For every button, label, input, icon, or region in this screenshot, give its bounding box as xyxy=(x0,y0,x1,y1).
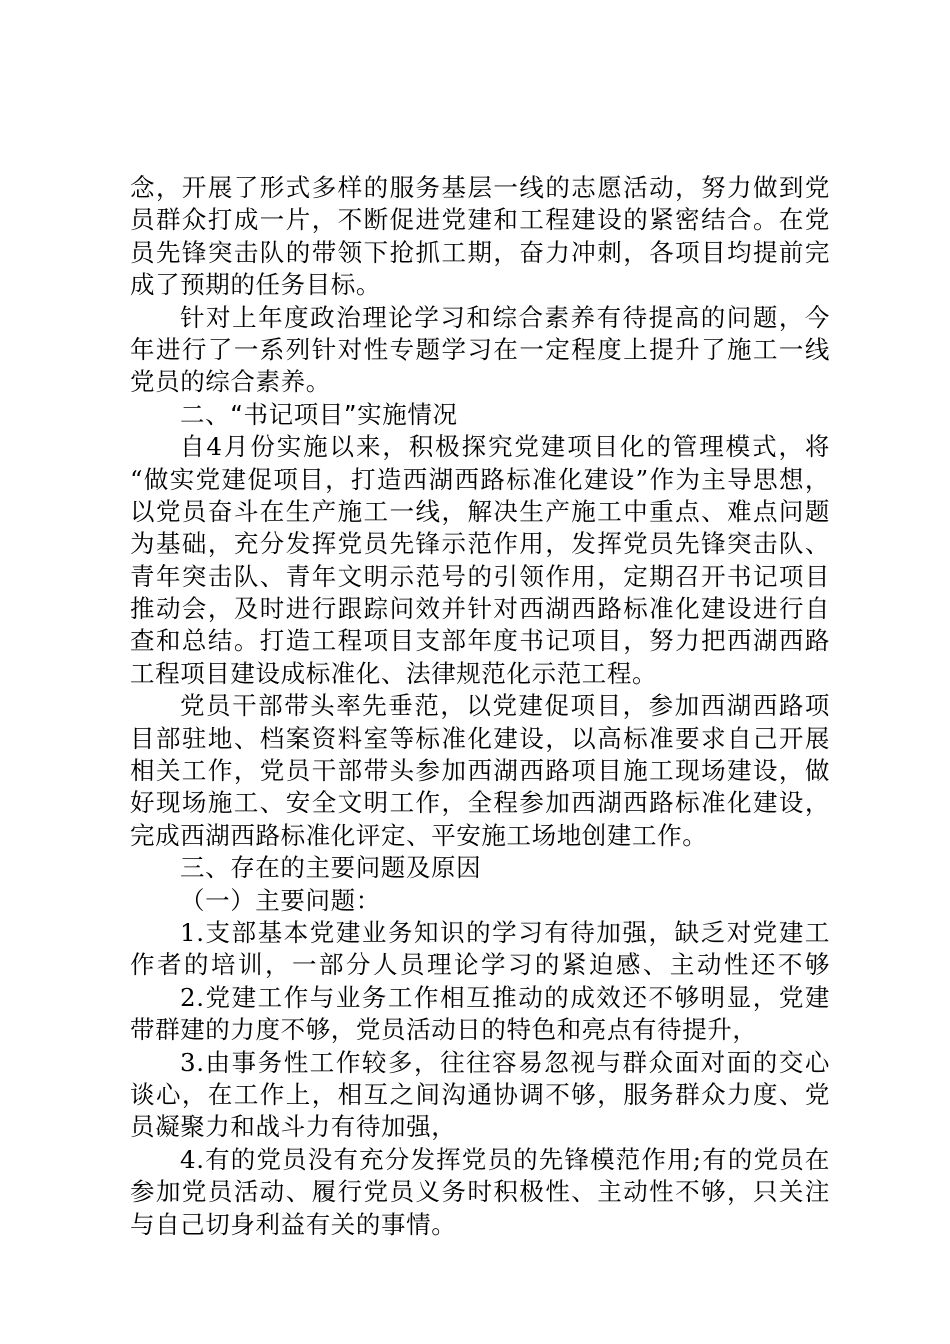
paragraph-start-line: 2.党建工作与业务工作相互推动的成效还不够明显，党建 xyxy=(180,982,830,1012)
text-line: 谈心，在工作上，相互之间沟通协调不够，服务群众力度、党 xyxy=(130,1079,830,1109)
text-line: 员群众打成一片，不断促进党建和工程建设的紧密结合。在党 xyxy=(130,205,830,235)
text-line: 完成西湖西路标准化评定、平安施工场地创建工作。 xyxy=(130,820,708,850)
paragraph-start-line: 3.由事务性工作较多，往往容易忽视与群众面对面的交心 xyxy=(180,1047,830,1077)
document-body xyxy=(130,172,830,1241)
section-heading: 二、“书记项目”实施情况 xyxy=(180,399,458,429)
paragraph-start-line: 4.有的党员没有充分发挥党员的先锋模范作用;有的党员在 xyxy=(180,1144,830,1174)
text-line: 查和总结。打造工程项目支部年度书记项目，努力把西湖西路 xyxy=(130,626,830,656)
paragraph-start-line: 党员干部带头率先垂范，以党建促项目，参加西湖西路项 xyxy=(180,691,830,721)
text-line: “做实党建促项目，打造西湖西路标准化建设”作为主导思想， xyxy=(130,464,830,494)
text-line: 与自己切身利益有关的事情。 xyxy=(130,1209,457,1239)
text-line: 青年突击队、青年文明示范号的引领作用，定期召开书记项目 xyxy=(130,561,830,591)
section-heading: 三、存在的主要问题及原因 xyxy=(180,853,482,883)
text-line: 以党员奋斗在生产施工一线，解决生产施工中重点、难点问题 xyxy=(130,496,830,526)
text-line: 目部驻地、档案资料室等标准化建设，以高标准要求自己开展 xyxy=(130,723,830,753)
subsection-heading: （一）主要问题： xyxy=(180,885,381,915)
text-line: 作者的培训，一部分人员理论学习的紧迫感、主动性还不够 xyxy=(130,950,830,980)
paragraph-start-line: 针对上年度政治理论学习和综合素养有待提高的问题，今 xyxy=(180,302,830,332)
text-line: 相关工作，党员干部带头参加西湖西路项目施工现场建设，做 xyxy=(130,756,830,786)
text-line: 员先锋突击队的带领下抢抓工期，奋力冲刺，各项目均提前完 xyxy=(130,237,830,267)
text-line: 为基础，充分发挥党员先锋示范作用，发挥党员先锋突击队、 xyxy=(130,529,830,559)
text-line: 员凝聚力和战斗力有待加强， xyxy=(130,1112,457,1142)
text-line: 好现场施工、安全文明工作，全程参加西湖西路标准化建设， xyxy=(130,788,830,818)
text-line: 念，开展了形式多样的服务基层一线的志愿活动，努力做到党 xyxy=(130,173,830,202)
text-line: 推动会，及时进行跟踪问效并针对西湖西路标准化建设进行自 xyxy=(130,594,830,624)
paragraph-start-line: 自4月份实施以来，积极探究党建项目化的管理模式，将 xyxy=(180,432,830,462)
text-line: 成了预期的任务目标。 xyxy=(130,270,381,300)
text-line: 带群建的力度不够，党员活动日的特色和亮点有待提升， xyxy=(130,1015,758,1045)
text-line: 党员的综合素养。 xyxy=(130,367,331,397)
text-line: 参加党员活动、履行党员义务时积极性、主动性不够，只关注 xyxy=(130,1177,830,1207)
text-line: 工程项目建设成标准化、法律规范化示范工程。 xyxy=(130,658,658,688)
paragraph-start-line: 1.支部基本党建业务知识的学习有待加强，缺乏对党建工 xyxy=(180,917,830,947)
text-line: 年进行了一系列针对性专题学习在一定程度上提升了施工一线 xyxy=(130,334,830,364)
